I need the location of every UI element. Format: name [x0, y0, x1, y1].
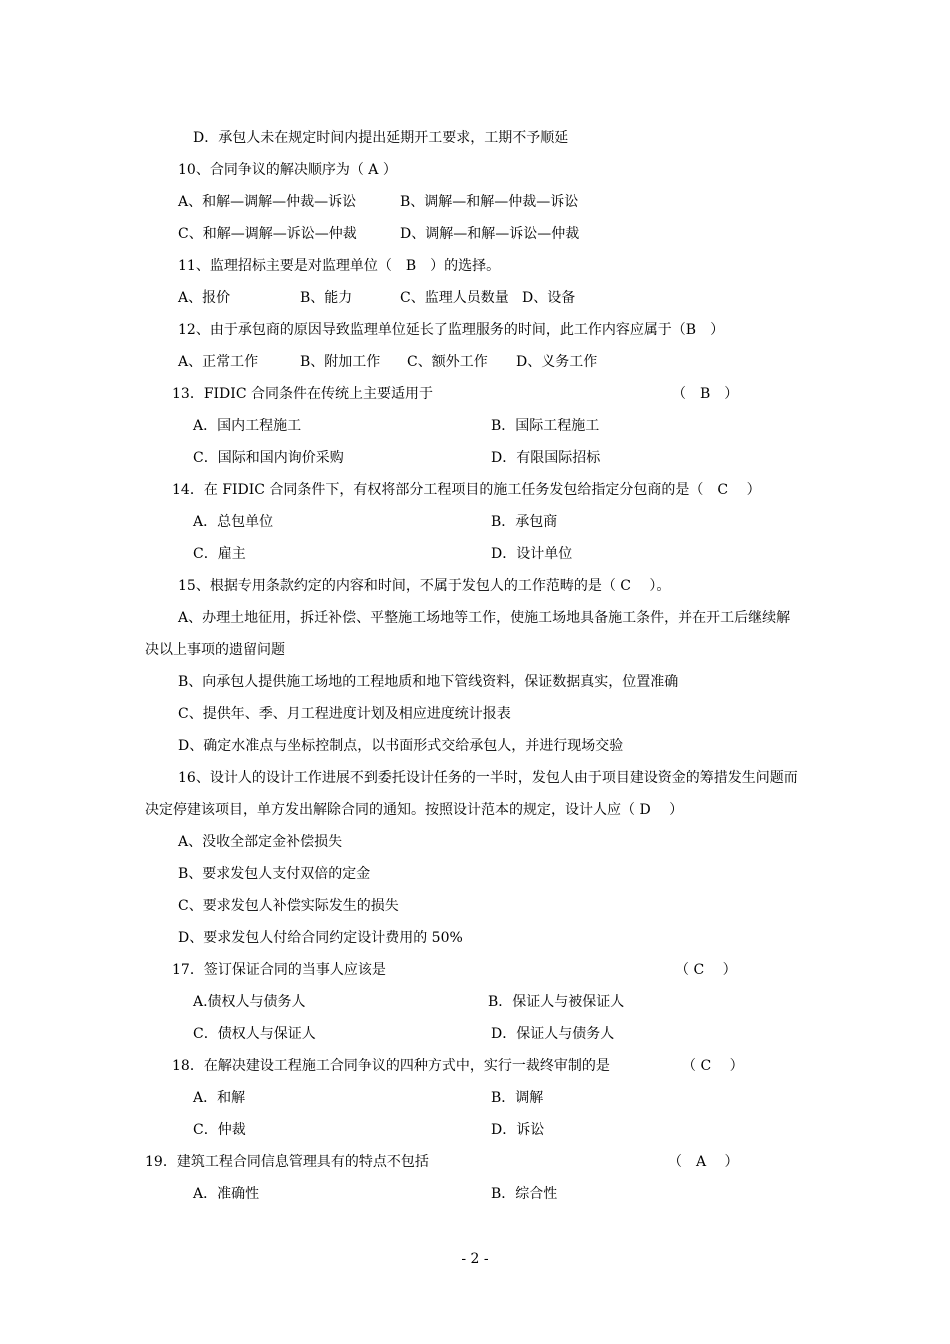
q18-option-c: C．仲裁 [193, 1122, 246, 1138]
q17-question: 17．签订保证合同的当事人应该是 [172, 962, 386, 978]
q17-answer: （ C ） [675, 962, 737, 978]
q9-option-d: D．承包人未在规定时间内提出延期开工要求，工期不予顺延 [193, 130, 569, 146]
q12-option-b: B、附加工作 [300, 354, 381, 370]
q10-option-a: A、和解—调解—仲裁—诉讼 [178, 194, 357, 210]
q16-question: 16、设计人的设计工作进展不到委托设计任务的一半时，发包人由于项目建设资金的筹措发生问题而 [178, 770, 798, 786]
q18-option-a: A．和解 [193, 1090, 246, 1106]
q16-option-c: C、要求发包人补偿实际发生的损失 [178, 898, 399, 914]
q10-option-b: B、调解—和解—仲裁—诉讼 [400, 194, 579, 210]
q14-option-a: A．总包单位 [193, 514, 274, 530]
q13-question: 13．FIDIC 合同条件在传统上主要适用于 [172, 386, 433, 402]
q14-question: 14．在 FIDIC 合同条件下，有权将部分工程项目的施工任务发包给指定分包商的是（ C ） [172, 482, 761, 498]
q18-option-d: D．诉讼 [491, 1122, 545, 1138]
q12-question: 12、由于承包商的原因导致监理单位延长了监理服务的时间，此工作内容应属于（B ） [178, 322, 725, 338]
q15-option-d: D、确定水准点与坐标控制点，以书面形式交给承包人，并进行现场交验 [178, 738, 624, 754]
q12-option-d: D、义务工作 [516, 354, 598, 370]
q17-option-c: C．债权人与保证人 [193, 1026, 316, 1042]
q11-option-b: B、能力 [300, 290, 353, 306]
q13-option-d: D．有限国际招标 [491, 450, 601, 466]
q14-option-b: B．承包商 [491, 514, 558, 530]
q16-option-a: A、没收全部定金补偿损失 [178, 834, 343, 850]
q13-option-a: A．国内工程施工 [193, 418, 302, 434]
q12-option-a: A、正常工作 [178, 354, 259, 370]
q15-option-b: B、向承包人提供施工场地的工程地质和地下管线资料，保证数据真实，位置准确 [178, 674, 679, 690]
q17-option-d: D．保证人与债务人 [491, 1026, 615, 1042]
q12-option-c: C、额外工作 [407, 354, 488, 370]
q19-option-a: A．准确性 [193, 1186, 260, 1202]
q13-option-b: B．国际工程施工 [491, 418, 600, 434]
q14-option-c: C．雇主 [193, 546, 246, 562]
q15-question: 15、根据专用条款约定的内容和时间，不属于发包人的工作范畴的是（ C ）。 [178, 578, 671, 594]
q16-option-b: B、要求发包人支付双倍的定金 [178, 866, 371, 882]
q11-question: 11、监理招标主要是对监理单位（ B ）的选择。 [178, 258, 501, 274]
q16-question-cont: 决定停建该项目，单方发出解除合同的通知。按照设计范本的规定，设计人应（ D ） [145, 802, 684, 818]
q10-option-c: C、和解—调解—诉讼—仲裁 [178, 226, 357, 242]
q15-option-a-cont: 决以上事项的遗留问题 [145, 642, 285, 658]
q11-option-a: A、报价 [178, 290, 231, 306]
q19-question: 19．建筑工程合同信息管理具有的特点不包括 [145, 1154, 429, 1170]
q18-answer: （ C ） [682, 1058, 744, 1074]
q15-option-a: A、办理土地征用，拆迁补偿、平整施工场地等工作，使施工场地具备施工条件，并在开工后继续解 [178, 610, 791, 626]
q13-option-c: C．国际和国内询价采购 [193, 450, 344, 466]
q15-option-c: C、提供年、季、月工程进度计划及相应进度统计报表 [178, 706, 511, 722]
q17-option-a: A.债权人与债务人 [193, 994, 306, 1010]
q19-option-b: B．综合性 [491, 1186, 558, 1202]
q17-option-b: B．保证人与被保证人 [488, 994, 625, 1010]
q11-option-c: C、监理人员数量 [400, 290, 509, 306]
q19-answer: （ A ） [668, 1154, 739, 1170]
q18-option-b: B．调解 [491, 1090, 544, 1106]
q18-question: 18．在解决建设工程施工合同争议的四种方式中，实行一裁终审制的是 [172, 1058, 610, 1074]
q10-option-d: D、调解—和解—诉讼—仲裁 [400, 226, 580, 242]
q13-answer: （ B ） [672, 386, 739, 402]
q14-option-d: D．设计单位 [491, 546, 573, 562]
q11-option-d: D、设备 [522, 290, 576, 306]
page-number: - 2 - [461, 1251, 489, 1267]
q16-option-d: D、要求发包人付给合同约定设计费用的 50% [178, 930, 463, 946]
q10-question: 10、合同争议的解决顺序为（ A ） [178, 162, 397, 178]
